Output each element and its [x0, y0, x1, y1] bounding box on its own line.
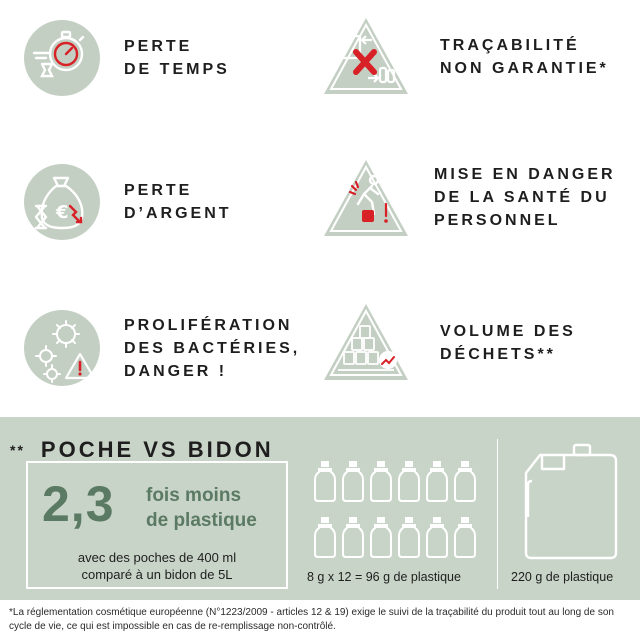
- stopwatch-icon: [22, 18, 102, 98]
- footnote: *La réglementation cosmétique européenne (N°1223/2009 - articles 12 & 19) exige le suivi de la traçabilité du produit tout au long de son cycle de vie, ce qui est impossible en cas de re-remplissage non-contrôlé.: [9, 607, 614, 632]
- divider: [497, 439, 498, 589]
- title-stars: **: [10, 442, 25, 458]
- jerrycan-caption: 220 g de plastique: [511, 570, 614, 584]
- label-perte-argent: PERTE D’ARGENT: [124, 182, 232, 222]
- label-perte-temps: PERTE DE TEMPS: [124, 38, 230, 78]
- pouch-icon: [315, 461, 475, 557]
- comparison-panel: [0, 417, 640, 600]
- pouch-caption: 8 g x 12 = 96 g de plastique: [307, 570, 461, 584]
- injured-worker-icon: [322, 156, 410, 242]
- plastic-ratio: 2,3: [42, 476, 115, 532]
- plastic-callout: [26, 461, 288, 589]
- jerrycan-icon: [524, 441, 620, 561]
- comparison-title: POCHE VS BIDON: [40, 437, 274, 462]
- svg-text:€: €: [56, 202, 69, 223]
- item-sante: [322, 156, 616, 242]
- label-tracabilite: TRAÇABILITÉ NON GARANTIE*: [440, 37, 609, 77]
- item-bacteries: [22, 308, 300, 388]
- plastic-callout-subtext: avec des poches de 400 ml comparé à un bidon de 5L: [77, 550, 237, 582]
- plastic-ratio-unit: fois moins de plastique: [146, 485, 257, 531]
- item-dechets: [322, 300, 576, 386]
- comparison-title-row: [10, 437, 274, 463]
- waste-pile-icon: [322, 300, 410, 386]
- pouch-grid: [314, 457, 484, 569]
- item-perte-temps: [22, 18, 230, 98]
- label-dechets: VOLUME DES DÉCHETS**: [440, 323, 576, 363]
- label-bacteries: PROLIFÉRATION DES BACTÉRIES, DANGER !: [124, 316, 301, 380]
- no-refill-icon: [322, 14, 410, 100]
- item-tracabilite: [322, 14, 609, 100]
- label-sante: MISE EN DANGER DE LA SANTÉ DU PERSONNEL: [434, 165, 616, 229]
- money-bag-icon: [22, 162, 102, 242]
- item-perte-argent: [22, 162, 232, 242]
- bacteria-icon: [22, 308, 102, 388]
